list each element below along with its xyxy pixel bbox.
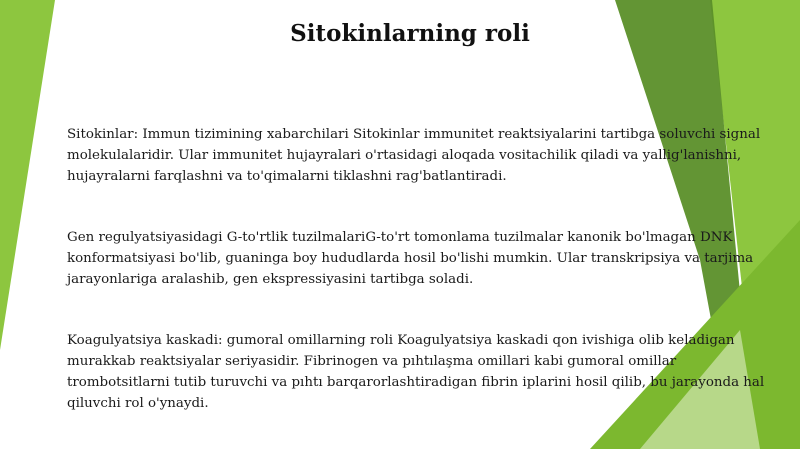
paragraph-cytokines: Sitokinlar: Immun tizimining xabarchilari Sitokinlar immunitet reaktsiyalarini tartibga soluvchi signal molekulalaridir. Ular immunitet hujayralari o'rtasidagi aloqada vositachilik qiladi va yallig'lanishni, hujayralarni farqlashni va to'qimalarni tiklashni rag'batlantiradi. bbox=[67, 127, 761, 184]
paragraph-coagulation: Koagulyatsiya kaskadi: gumoral omillarning roli Koagulyatsiya kaskadi qon ivishiga olib keladigan murakkab reaktsiyalar seriyasidir. Fibrinogen va pıhtılaşma omillari kabi gumoral omillar trombotsitlarni tutib turuvchi va pıhtı barqarorlashtiradigan fibrin iplarini hosil qilib, bu jarayonda hal qiluvchi rol o'ynaydi. bbox=[67, 333, 765, 411]
slide-title: Sitokinlarning roli bbox=[290, 20, 530, 47]
left-green-stripe bbox=[0, 0, 55, 350]
paragraph-g-quadruplex: Gen regulyatsiyasidagi G-to'rtlik tuzilmalariG-to'rt tomonlama tuzilmalar kanonik bo'lmagan DNK konformatsiyasi bo'lib, guaninga boy hududlarda hosil bo'lishi mumkin. Ular transkripsiya va tarjima jarayonlariga aralashib, gen ekspressiyasini tartibga soladi. bbox=[67, 230, 754, 287]
